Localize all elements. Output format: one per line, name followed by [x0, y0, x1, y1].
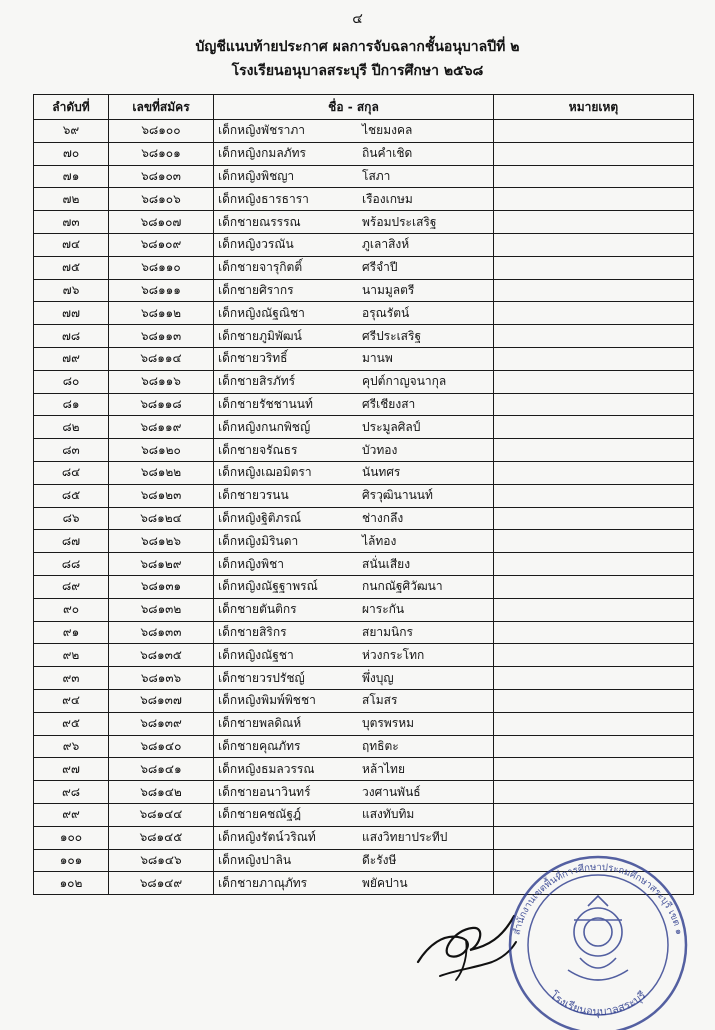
first-name: เด็กชายคุณภัทร: [218, 738, 301, 753]
cell-seq: ๘๑: [34, 393, 109, 416]
cell-app-no: ๖๘๑๔๔: [109, 803, 214, 826]
cell-seq: ๗๖: [34, 279, 109, 302]
table-row: [34, 598, 694, 621]
table-row: [34, 484, 694, 507]
last-name: พึ่งบุญ: [362, 670, 394, 685]
cell-app-no: ๖๘๑๔๒: [109, 781, 214, 804]
cell-name: [214, 416, 494, 439]
cell-name: [214, 142, 494, 165]
table-row: [34, 826, 694, 849]
cell-name: [214, 621, 494, 644]
first-name: เด็กหญิงปาลิน: [218, 852, 292, 867]
cell-seq: ๑๐๑: [34, 849, 109, 872]
cell-name: [214, 826, 494, 849]
table-row: [34, 347, 694, 370]
table-row: [34, 233, 694, 256]
first-name: เด็กหญิงวรณัน: [218, 237, 294, 252]
cell-name: [214, 735, 494, 758]
header-name: ชื่อ - สกุล: [214, 95, 494, 120]
last-name: ศิรวุฒินานนท์: [362, 488, 433, 503]
last-name: ถินคำเชิด: [362, 146, 413, 161]
table-row: [34, 393, 694, 416]
cell-note: [494, 279, 694, 302]
cell-seq: ๗๘: [34, 325, 109, 348]
cell-app-no: ๖๘๑๑๒: [109, 302, 214, 325]
first-name: เด็กชายรัชชานนท์: [218, 396, 313, 411]
cell-seq: ๗๕: [34, 256, 109, 279]
first-name: เด็กหญิงกมลภัทร: [218, 146, 306, 161]
cell-seq: ๗๙: [34, 347, 109, 370]
table-row: [34, 211, 694, 234]
first-name: เด็กหญิงพิชญา: [218, 168, 295, 183]
cell-name: [214, 849, 494, 872]
cell-note: [494, 484, 694, 507]
last-name: พยัคปาน: [362, 875, 408, 890]
cell-app-no: ๖๘๑๔๑: [109, 758, 214, 781]
last-name: ไชยมงคล: [362, 123, 413, 138]
first-name: เด็กหญิงพิมพ์พิชชา: [218, 693, 316, 708]
last-name: โสภา: [362, 168, 391, 183]
cell-app-no: ๖๘๑๓๓: [109, 621, 214, 644]
first-name: เด็กหญิงธารธารา: [218, 191, 309, 206]
table-row: [34, 439, 694, 462]
stamp-text-bottom: โรงเรียนอนุบาลสระบุรี: [547, 988, 649, 1019]
cell-app-no: ๖๘๑๓๗: [109, 689, 214, 712]
cell-app-no: ๖๘๑๐๖: [109, 188, 214, 211]
last-name: สนั่นเสียง: [362, 556, 411, 571]
cell-seq: ๙๖: [34, 735, 109, 758]
cell-app-no: ๖๘๑๒๓: [109, 484, 214, 507]
roster-body: [34, 120, 694, 895]
table-row: [34, 165, 694, 188]
header-note: หมายเหตุ: [494, 95, 694, 120]
cell-name: [214, 575, 494, 598]
last-name: ประมูลศิลป์: [362, 419, 421, 434]
last-name: ดีะรังษี: [362, 852, 397, 867]
cell-note: [494, 233, 694, 256]
cell-note: [494, 256, 694, 279]
last-name: ไล้ทอง: [362, 533, 397, 548]
first-name: เด็กชายศิรากร: [218, 282, 294, 297]
document-subtitle: โรงเรียนอนุบาลสระบุรี ปีการศึกษา ๒๕๖๘: [231, 63, 484, 79]
cell-seq: ๘๗: [34, 530, 109, 553]
first-name: เด็กหญิงเฌอมิตรา: [218, 465, 312, 480]
cell-seq: ๘๕: [34, 484, 109, 507]
first-name: เด็กชายสิริกร: [218, 624, 287, 639]
last-name: เรืองเกษม: [362, 191, 413, 206]
first-name: เด็กหญิงกนกพิชญ์: [218, 419, 311, 434]
cell-name: [214, 644, 494, 667]
cell-seq: ๙๑: [34, 621, 109, 644]
first-name: เด็กชายตันติกร: [218, 602, 297, 617]
cell-app-no: ๖๘๑๒๔: [109, 507, 214, 530]
cell-seq: ๙๐: [34, 598, 109, 621]
table-row: [34, 553, 694, 576]
last-name: พร้อมประเสริฐ: [362, 214, 437, 229]
first-name: เด็กชายสิรภัทร์: [218, 374, 296, 389]
cell-note: [494, 120, 694, 143]
cell-seq: ๖๙: [34, 120, 109, 143]
table-row: [34, 644, 694, 667]
signature: [410, 880, 520, 990]
cell-app-no: ๖๘๑๑๐: [109, 256, 214, 279]
cell-note: [494, 712, 694, 735]
cell-note: [494, 621, 694, 644]
first-name: เด็กหญิงรัตน์วริณท์: [218, 830, 316, 845]
cell-seq: ๘๖: [34, 507, 109, 530]
cell-app-no: ๖๘๑๐๑: [109, 142, 214, 165]
cell-seq: ๘๓: [34, 439, 109, 462]
stamp-text-top: สำนักงานเขตพื้นที่การศึกษาประถมศึกษาสระบุรี เขต ๑: [511, 861, 685, 937]
table-row: [34, 279, 694, 302]
roster-table: [33, 94, 694, 895]
cell-app-no: ๖๘๑๑๘: [109, 393, 214, 416]
cell-seq: ๘๙: [34, 575, 109, 598]
cell-seq: ๙๒: [34, 644, 109, 667]
table-row: [34, 667, 694, 690]
last-name: แสงวิทยาประทีป: [362, 830, 448, 845]
table-row: [34, 758, 694, 781]
cell-note: [494, 598, 694, 621]
cell-app-no: ๖๘๑๓๕: [109, 644, 214, 667]
first-name: เด็กชายวริทธิ์: [218, 351, 288, 366]
last-name: ช่างกลึง: [362, 510, 404, 525]
cell-app-no: ๖๘๑๒๐: [109, 439, 214, 462]
cell-seq: ๙๔: [34, 689, 109, 712]
cell-app-no: ๖๘๑๔๙: [109, 872, 214, 895]
cell-seq: ๘๐: [34, 370, 109, 393]
cell-note: [494, 302, 694, 325]
cell-name: [214, 872, 494, 895]
cell-seq: ๙๙: [34, 803, 109, 826]
last-name: นามมูลตรี: [362, 282, 415, 297]
cell-note: [494, 781, 694, 804]
table-row: [34, 803, 694, 826]
first-name: เด็กหญิงณัฐณิชา: [218, 305, 305, 320]
cell-name: [214, 507, 494, 530]
first-name: เด็กชายภาณุภัทร: [218, 875, 308, 890]
cell-note: [494, 849, 694, 872]
svg-text:โรงเรียนอนุบาลสระบุรี: [547, 988, 648, 1018]
cell-seq: ๙๓: [34, 667, 109, 690]
cell-app-no: ๖๘๑๓๒: [109, 598, 214, 621]
cell-app-no: ๖๘๑๓๑: [109, 575, 214, 598]
last-name: บัวทอง: [362, 442, 398, 457]
last-name: ฤทธิตะ: [362, 738, 399, 753]
cell-note: [494, 325, 694, 348]
cell-app-no: ๖๘๑๒๖: [109, 530, 214, 553]
table-row: [34, 575, 694, 598]
cell-name: [214, 165, 494, 188]
cell-app-no: ๖๘๑๔๖: [109, 849, 214, 872]
cell-note: [494, 689, 694, 712]
cell-note: [494, 507, 694, 530]
cell-seq: ๗๔: [34, 233, 109, 256]
cell-note: [494, 188, 694, 211]
cell-note: [494, 803, 694, 826]
cell-seq: ๙๗: [34, 758, 109, 781]
cell-seq: ๗๓: [34, 211, 109, 234]
cell-name: [214, 712, 494, 735]
first-name: เด็กชายวรปรัชญ์: [218, 670, 305, 685]
last-name: ศรีจำปี: [362, 260, 398, 275]
table-row: [34, 325, 694, 348]
cell-app-no: ๖๘๑๐๗: [109, 211, 214, 234]
table-row: [34, 712, 694, 735]
table-row: [34, 507, 694, 530]
table-row: [34, 872, 694, 895]
first-name: เด็กชายคชณัฐฎ์: [218, 807, 302, 822]
cell-note: [494, 667, 694, 690]
cell-note: [494, 165, 694, 188]
cell-app-no: ๖๘๑๐๓: [109, 165, 214, 188]
table-row: [34, 461, 694, 484]
cell-seq: ๘๔: [34, 461, 109, 484]
cell-note: [494, 211, 694, 234]
last-name: ผาระกัน: [362, 602, 405, 617]
cell-name: [214, 439, 494, 462]
cell-name: [214, 484, 494, 507]
last-name: ห่วงกระโทก: [362, 647, 425, 662]
first-name: เด็กหญิงฐิติภรณ์: [218, 510, 302, 525]
cell-name: [214, 553, 494, 576]
first-name: เด็กชายวรนน: [218, 488, 289, 503]
cell-app-no: ๖๘๑๔๕: [109, 826, 214, 849]
cell-name: [214, 256, 494, 279]
cell-seq: ๑๐๒: [34, 872, 109, 895]
cell-note: [494, 393, 694, 416]
cell-app-no: ๖๘๑๓๙: [109, 712, 214, 735]
first-name: เด็กชายพลดิณห์: [218, 716, 302, 731]
cell-app-no: ๖๘๑๑๓: [109, 325, 214, 348]
last-name: มานพ: [362, 351, 393, 366]
cell-note: [494, 461, 694, 484]
table-row: [34, 188, 694, 211]
table-row: [34, 256, 694, 279]
last-name: ภูเลาสิงห์: [362, 237, 410, 252]
cell-note: [494, 142, 694, 165]
table-row: [34, 849, 694, 872]
cell-note: [494, 530, 694, 553]
cell-name: [214, 211, 494, 234]
cell-name: [214, 803, 494, 826]
cell-app-no: ๖๘๑๒๙: [109, 553, 214, 576]
cell-app-no: ๖๘๑๑๙: [109, 416, 214, 439]
cell-note: [494, 347, 694, 370]
cell-name: [214, 689, 494, 712]
first-name: เด็กชายจารุกิตติ์: [218, 260, 303, 275]
first-name: เด็กหญิงมิรินดา: [218, 533, 299, 548]
table-header-row: [34, 95, 694, 120]
table-row: [34, 530, 694, 553]
last-name: แสงทับทิม: [362, 807, 415, 822]
cell-app-no: ๖๘๑๓๖: [109, 667, 214, 690]
cell-name: [214, 188, 494, 211]
cell-app-no: ๖๘๑๐๙: [109, 233, 214, 256]
table-row: [34, 621, 694, 644]
table-row: [34, 781, 694, 804]
cell-note: [494, 416, 694, 439]
cell-name: [214, 233, 494, 256]
table-row: [34, 302, 694, 325]
cell-name: [214, 302, 494, 325]
table-row: [34, 120, 694, 143]
table-row: [34, 370, 694, 393]
cell-seq: ๗๗: [34, 302, 109, 325]
first-name: เด็กหญิงพัชราภา: [218, 123, 306, 138]
cell-note: [494, 644, 694, 667]
cell-seq: ๗๐: [34, 142, 109, 165]
first-name: เด็กหญิงณัฐชา: [218, 647, 294, 662]
cell-app-no: ๖๘๑๐๐: [109, 120, 214, 143]
cell-name: [214, 325, 494, 348]
cell-name: [214, 461, 494, 484]
cell-name: [214, 781, 494, 804]
page-number: ๔: [352, 11, 363, 27]
last-name: หล้าไทย: [362, 761, 405, 776]
cell-name: [214, 120, 494, 143]
cell-name: [214, 758, 494, 781]
document-title: บัญชีแนบท้ายประกาศ ผลการจับฉลากชั้นอนุบาลปีที่ ๒: [195, 39, 520, 55]
cell-seq: ๑๐๐: [34, 826, 109, 849]
last-name: บุตรพรหม: [362, 716, 415, 731]
cell-name: [214, 370, 494, 393]
last-name: นันทศร: [362, 465, 401, 480]
table-row: [34, 416, 694, 439]
cell-seq: ๘๒: [34, 416, 109, 439]
first-name: เด็กหญิงณัฐฐาพรณ์: [218, 579, 318, 594]
cell-note: [494, 735, 694, 758]
last-name: ศรีเชียงสา: [362, 396, 416, 411]
first-name: เด็กหญิงธมลวรรณ: [218, 761, 315, 776]
last-name: สโมสร: [362, 693, 398, 708]
cell-name: [214, 530, 494, 553]
cell-seq: ๗๑: [34, 165, 109, 188]
cell-note: [494, 439, 694, 462]
first-name: เด็กชายณรรรณ: [218, 214, 301, 229]
last-name: วงศานพันธ์: [362, 784, 421, 799]
cell-app-no: ๖๘๑๒๒: [109, 461, 214, 484]
header-app-no: เลขที่สมัคร: [109, 95, 214, 120]
table-row: [34, 735, 694, 758]
last-name: ศรีประเสริฐ: [362, 328, 422, 343]
cell-seq: ๙๘: [34, 781, 109, 804]
cell-note: [494, 826, 694, 849]
cell-name: [214, 279, 494, 302]
cell-note: [494, 872, 694, 895]
cell-app-no: ๖๘๑๑๑: [109, 279, 214, 302]
last-name: สยามนิกร: [362, 624, 413, 639]
cell-app-no: ๖๘๑๔๐: [109, 735, 214, 758]
cell-note: [494, 370, 694, 393]
first-name: เด็กชายจรัณธร: [218, 442, 298, 457]
cell-seq: ๗๒: [34, 188, 109, 211]
table-row: [34, 689, 694, 712]
cell-name: [214, 347, 494, 370]
last-name: คุปต์กาญจนากุล: [362, 374, 447, 389]
cell-note: [494, 553, 694, 576]
first-name: เด็กชายภูมิพัฒน์: [218, 328, 302, 343]
last-name: กนกณัฐศิวัฒนา: [362, 579, 443, 594]
table-row: [34, 142, 694, 165]
cell-name: [214, 393, 494, 416]
cell-note: [494, 575, 694, 598]
cell-app-no: ๖๘๑๑๖: [109, 370, 214, 393]
cell-name: [214, 598, 494, 621]
cell-note: [494, 758, 694, 781]
first-name: เด็กหญิงพิชา: [218, 556, 284, 571]
last-name: อรุณรัตน์: [362, 305, 410, 320]
header-seq: ลำดับที่: [34, 95, 109, 120]
cell-seq: ๙๕: [34, 712, 109, 735]
cell-seq: ๘๘: [34, 553, 109, 576]
cell-name: [214, 667, 494, 690]
cell-app-no: ๖๘๑๑๔: [109, 347, 214, 370]
first-name: เด็กชายอนาวินทร์: [218, 784, 311, 799]
